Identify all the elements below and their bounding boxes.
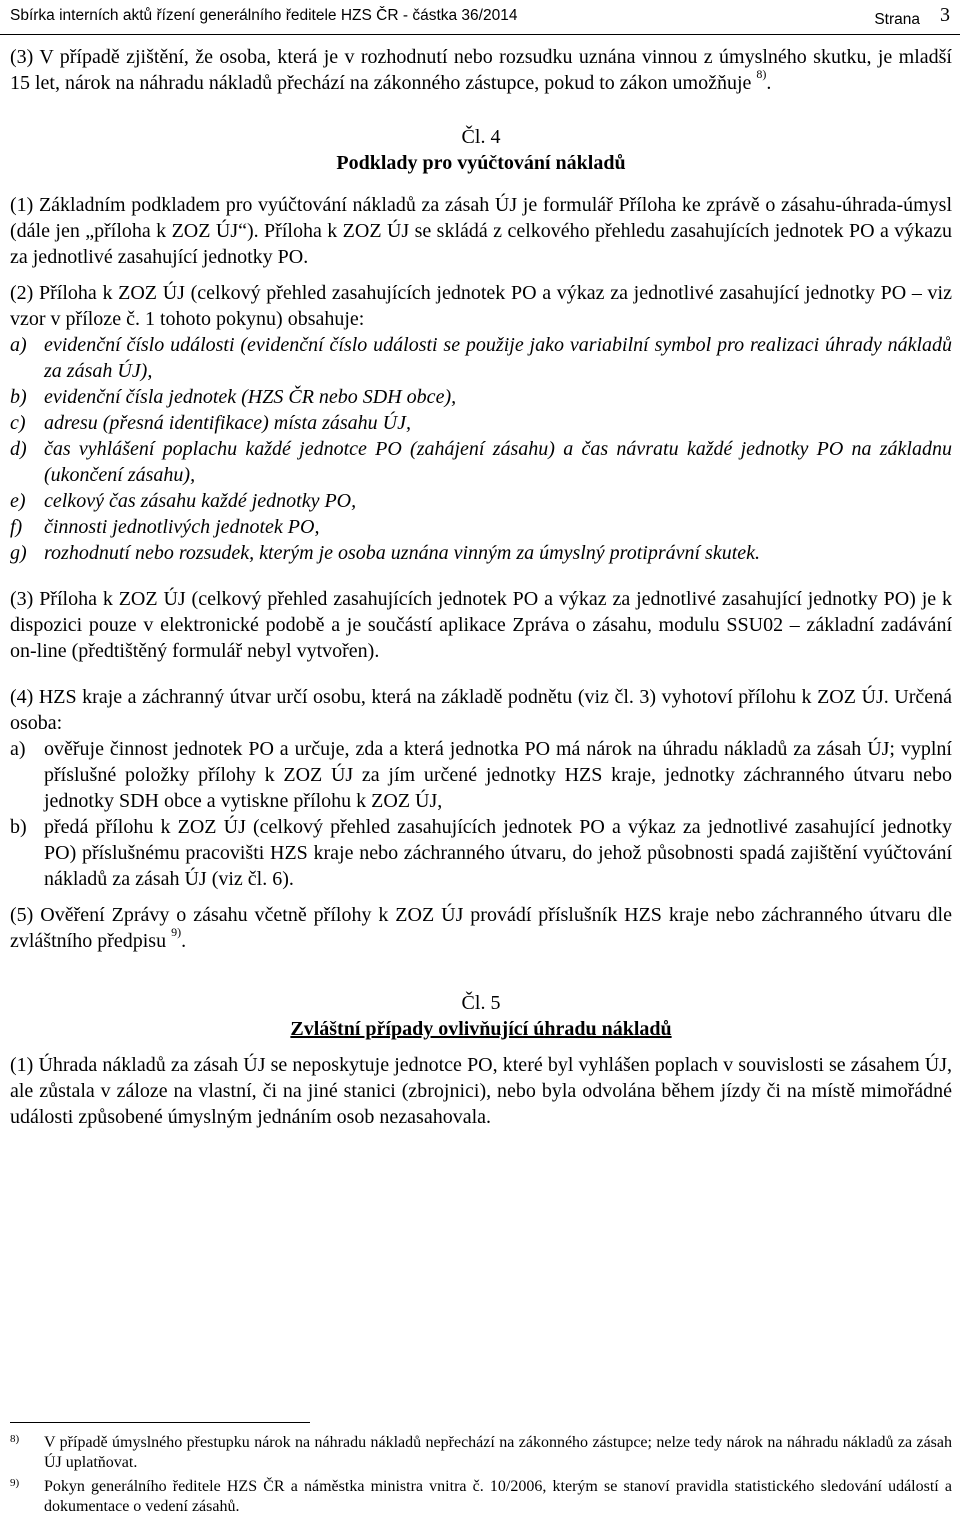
intro-paragraph: (3) V případě zjištění, že osoba, která je v rozhodnutí nebo rozsudku uznána vinnou z úmyslného skutku, je mladší 15 let, nárok na náhradu nákladů přechází na zákonného zástupce, pokud to zákon umožňuje $^{8)}$.: [10, 46, 952, 94]
footnote-ref-9: 9): [171, 925, 182, 940]
list-item: f) činnosti jednotlivých jednotek PO,: [10, 516, 320, 538]
list-item: d) čas vyhlášení poplachu každé jednotce PO (zahájení zásahu) a čas návratu každé jednotky PO na základnu (ukončení zásahu),: [10, 438, 952, 486]
list-item: a) evidenční číslo události (evidenční číslo události se použije jako variabilní symbol pro realizaci úhrady nákladů za zásah ÚJ),: [10, 334, 952, 382]
article-4-list-4: [10, 736, 952, 892]
footnote-text: Pokyn generálního ředitele HZS ČR a náměstka ministra vnitra č. 10/2006, kterým se stanoví pravidla statistického sledování událostí a dokumentace o vedení zásahů.: [44, 1478, 952, 1515]
list-item: g) rozhodnutí nebo rozsudek, kterým je osoba uznána vinným za úmyslný protiprávní skutek.: [10, 542, 761, 564]
footnotes: [10, 1433, 952, 1521]
footnote-number: 9): [10, 1477, 20, 1489]
article-4-list-2: [10, 332, 952, 566]
page-content: [10, 44, 952, 1130]
footnote-separator: [10, 1422, 310, 1423]
article-5-title: Zvláštní případy ovlivňující úhradu nákladů: [290, 1018, 672, 1040]
footnote-number: 8): [10, 1433, 20, 1445]
page-header: [10, 4, 950, 32]
page-number: 3: [940, 4, 950, 26]
list-item: a) ověřuje činnost jednotek PO a určuje, zda a která jednotka PO má nárok na úhradu nákladů za zásah ÚJ; vyplní příslušné položky přílohy k ZOZ ÚJ za jím určené jednotky HZS kraje, jednotky záchranného útvaru nebo jednotky SDH obce a vytiskne přílohu k ZOZ ÚJ,: [10, 738, 952, 812]
collection-title: Sbírka interních aktů řízení generálního ředitele HZS ČR - částka 36/2014: [10, 7, 518, 24]
article-5-paragraph-1: (1) Úhrada nákladů za zásah ÚJ se neposkytuje jednotce PO, které byl vyhlášen poplach v souvislosti se zásahem ÚJ, ale zůstala v záloze na vlastní, či na jiné stanici (zbrojnici), nebo byla odvolána během jízdy či na místě mimořádné události způsobené úmyslným jednáním osob nezasahovala.: [10, 1054, 952, 1128]
footnote-text: V případě úmyslného přestupku nárok na náhradu nákladů nepřechází na zákonného zástupce; nelze tedy nárok na náhradu nákladů za zásah ÚJ uplatňovat.: [44, 1434, 952, 1471]
page-label: Strana: [874, 11, 920, 28]
article-4-paragraph-2: (2) Příloha k ZOZ ÚJ (celkový přehled zasahujících jednotek PO a výkaz za jednotlivé zasahující jednotky PO – viz vzor v příloze č. 1 tohoto pokynu) obsahuje:: [10, 282, 952, 330]
header-rule: [0, 34, 960, 35]
article-4-paragraph-5: (5) Ověření Zprávy o zásahu včetně přílohy k ZOZ ÚJ provádí příslušník HZS kraje nebo záchranného útvaru dle zvláštního předpisu $^{9)}$.: [10, 904, 952, 952]
list-item: b) předá přílohu k ZOZ ÚJ (celkový přehled zasahujících jednotek PO a výkaz za jednotlivé zasahující jednotky PO) příslušnému pracovišti HZS kraje nebo záchranného útvaru, do jehož působnosti spadá zajištění vyúčtování nákladů za zásah ÚJ (viz čl. 6).: [10, 816, 952, 890]
article-5-number: Čl. 5: [461, 992, 501, 1014]
footnote-9: [10, 1477, 952, 1517]
footnote-ref-8: 8): [756, 67, 767, 82]
footnote-8: [10, 1433, 952, 1473]
article-4-number: Čl. 4: [461, 126, 501, 148]
article-4-paragraph-4: (4) HZS kraje a záchranný útvar určí osobu, která na základě podnětu (viz čl. 3) vyhotoví přílohu k ZOZ ÚJ. Určená osoba:: [10, 686, 952, 734]
page-indicator: [874, 4, 950, 30]
article-4-paragraph-1: (1) Základním podkladem pro vyúčtování nákladů za zásah ÚJ je formulář Příloha ke zprávě o zásahu-úhrada-úmysl (dále jen „příloha k ZOZ ÚJ“). Příloha k ZOZ ÚJ se skládá z celkového přehledu zasahujících jednotek PO a výkazu za jednotlivé zasahující jednotky PO.: [10, 194, 952, 268]
list-item: c) adresu (přesná identifikace) místa zásahu ÚJ,: [10, 412, 411, 434]
article-4-title: Podklady pro vyúčtování nákladů: [336, 152, 626, 174]
article-4-paragraph-3: (3) Příloha k ZOZ ÚJ (celkový přehled zasahujících jednotek PO a výkaz za jednotlivé zasahující jednotky PO) je k dispozici pouze v elektronické podobě a je součástí aplikace Zpráva o zásahu, modulu SSU02 – základní zadávání on-line (předtištěný formulář nebyl vytvořen).: [10, 588, 952, 662]
list-item: e) celkový čas zásahu každé jednotky PO,: [10, 490, 357, 512]
list-item: b) evidenční čísla jednotek (HZS ČR nebo SDH obce),: [10, 386, 457, 408]
